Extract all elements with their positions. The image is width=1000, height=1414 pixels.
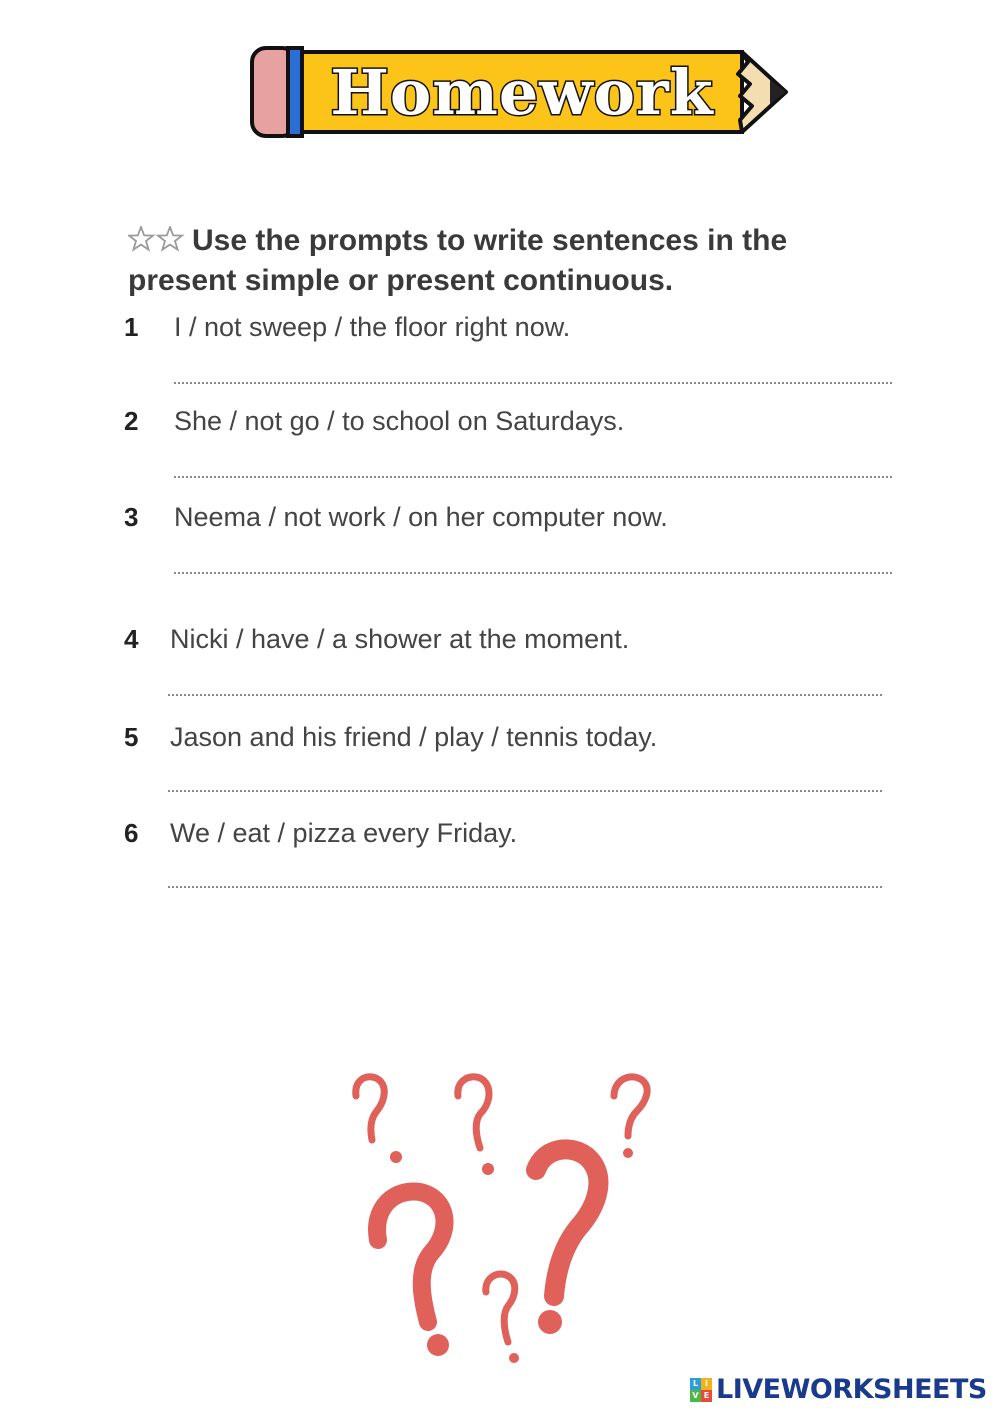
- star-outline-icon: [158, 227, 182, 250]
- question-mark-icon: [486, 1274, 515, 1342]
- item-prompt: Nicki / have / a shower at the moment.: [170, 624, 630, 654]
- answer-line-6[interactable]: [168, 886, 882, 888]
- item-prompt: She / not go / to school on Saturdays.: [174, 406, 625, 436]
- item-prompt: I / not sweep / the floor right now.: [174, 312, 571, 342]
- question-dot: [427, 1334, 449, 1356]
- question-mark-icon: [356, 1077, 384, 1140]
- logo-letter: E: [701, 1390, 712, 1402]
- question-dot: [390, 1151, 402, 1163]
- item-prompt: We / eat / pizza every Friday.: [170, 818, 518, 848]
- pencil-banner-graphic: [248, 40, 793, 145]
- answer-line-4[interactable]: [168, 694, 882, 696]
- question-dot: [509, 1353, 519, 1363]
- answer-line-5[interactable]: [168, 790, 882, 792]
- answer-line-3[interactable]: [174, 572, 892, 574]
- question-mark-icon: [536, 1149, 598, 1296]
- logo-letter: i: [701, 1378, 712, 1390]
- logo-letter: V: [690, 1390, 701, 1402]
- brand-name: LIVEWORKSHEETS: [716, 1374, 987, 1405]
- exercise-instruction: [128, 222, 888, 300]
- item-number: 2: [124, 406, 139, 436]
- instruction-text: Use the prompts to write sentences in the present simple or present continuous.: [128, 224, 788, 297]
- answer-line-1[interactable]: [174, 382, 892, 384]
- item-number: 1: [124, 312, 139, 342]
- exercise-item-3: [0, 502, 1000, 572]
- question-marks-illustration: [330, 1040, 670, 1380]
- exercise-item-6: [0, 818, 1000, 888]
- ferrule-shape: [288, 48, 302, 136]
- item-prompt: Jason and his friend / play / tennis today.: [170, 722, 658, 752]
- logo-letter: L: [690, 1378, 701, 1390]
- item-number: 3: [124, 502, 139, 532]
- question-mark-icon: [614, 1077, 647, 1136]
- liveworksheets-brand: [690, 1374, 990, 1406]
- answer-line-2[interactable]: [174, 476, 892, 478]
- exercise-item-5: [0, 722, 1000, 792]
- question-mark-icon: [377, 1191, 444, 1322]
- exercise-item-1: [0, 312, 1000, 382]
- question-dot: [482, 1163, 494, 1175]
- item-number: 4: [124, 624, 139, 654]
- exercise-item-4: [0, 624, 1000, 694]
- banner-title: Homework: [330, 56, 714, 129]
- question-dot: [623, 1148, 633, 1158]
- item-prompt: Neema / not work / on her computer now.: [174, 502, 668, 532]
- question-mark-icon: [458, 1077, 489, 1148]
- liveworksheets-logo-icon: [690, 1378, 712, 1402]
- question-dot: [538, 1310, 562, 1334]
- difficulty-stars: [128, 224, 186, 262]
- item-number: 6: [124, 818, 139, 848]
- star-outline-icon: [129, 227, 153, 250]
- item-number: 5: [124, 722, 139, 752]
- exercise-item-2: [0, 406, 1000, 476]
- homework-banner: [248, 40, 793, 145]
